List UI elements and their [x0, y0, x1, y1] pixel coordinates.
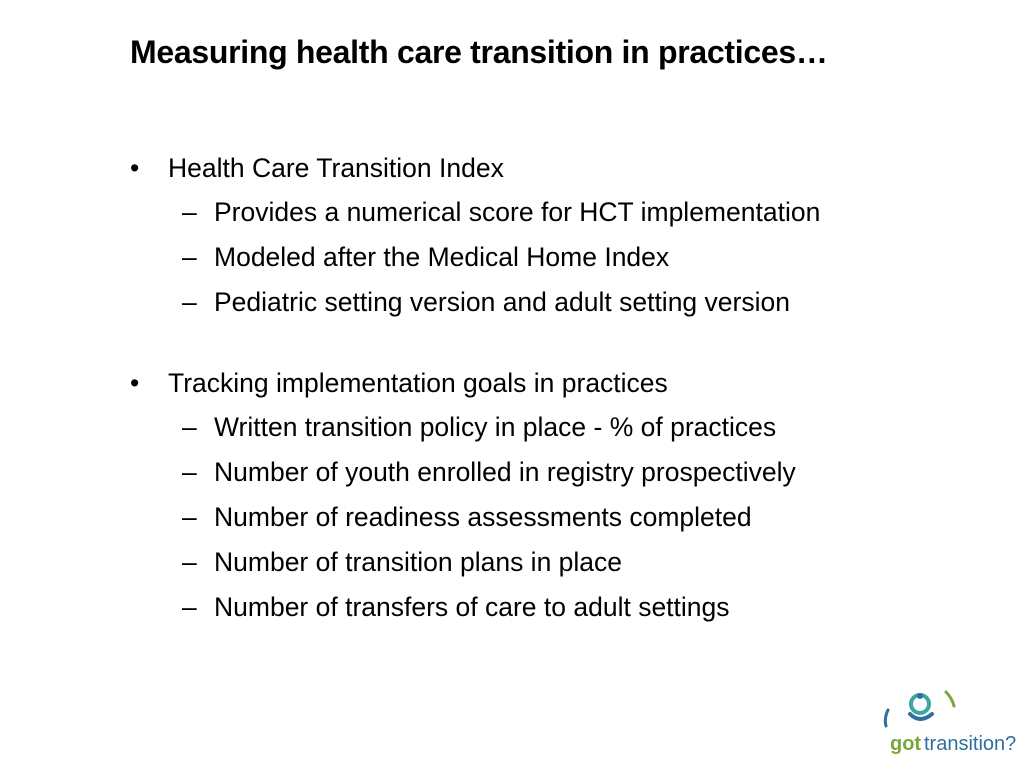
sub-bullet-item	[128, 540, 988, 585]
sub-bullet-list	[128, 405, 988, 630]
dash-marker: –	[182, 412, 197, 442]
bullet-group-tracking-goals	[128, 365, 988, 630]
dash-marker: –	[182, 197, 197, 227]
dash-marker: –	[182, 287, 197, 317]
sub-bullet-item	[128, 495, 988, 540]
bullet-item	[128, 365, 988, 401]
slide-content	[128, 150, 988, 630]
sub-bullet-text: Number of transfers of care to adult settings	[214, 592, 730, 622]
dash-marker: –	[182, 547, 197, 577]
slide-title: Measuring health care transition in practices…	[130, 34, 828, 70]
bullet-text: Tracking implementation goals in practices	[168, 368, 668, 398]
sub-bullet-text: Number of transition plans in place	[214, 547, 623, 577]
sub-bullet-text: Provides a numerical score for HCT implementation	[214, 197, 821, 227]
sub-bullet-item	[128, 585, 988, 630]
got-transition-logo	[880, 688, 1017, 758]
sub-bullet-item	[128, 235, 988, 280]
right-tick-icon	[946, 692, 954, 706]
sub-bullet-item	[128, 450, 988, 495]
logo-word-transition: transition?	[924, 733, 1017, 755]
sub-bullet-list	[128, 190, 988, 325]
dash-marker: –	[182, 592, 197, 622]
sub-bullet-text: Pediatric setting version and adult setting version	[214, 287, 790, 317]
logo-word-got: got	[890, 733, 922, 755]
figure-head-icon	[917, 693, 923, 699]
dash-marker: –	[182, 502, 197, 532]
bullet-group-hct-index	[128, 150, 988, 325]
dash-marker: –	[182, 457, 197, 487]
sub-bullet-item	[128, 190, 988, 235]
sub-bullet-text: Modeled after the Medical Home Index	[214, 242, 670, 272]
bullet-marker: •	[130, 153, 140, 183]
dash-marker: –	[182, 242, 197, 272]
bullet-marker: •	[130, 368, 140, 398]
sub-bullet-item	[128, 280, 988, 325]
sub-bullet-text: Number of youth enrolled in registry prospectively	[214, 457, 796, 487]
got-transition-logo-graphic	[880, 688, 1017, 758]
sub-bullet-item	[128, 405, 988, 450]
sub-bullet-text: Number of readiness assessments completed	[214, 502, 752, 532]
bullet-text: Health Care Transition Index	[168, 153, 504, 183]
sub-bullet-text: Written transition policy in place - % of practices	[214, 412, 777, 442]
left-tick-icon	[885, 710, 888, 726]
bullet-item	[128, 150, 988, 186]
